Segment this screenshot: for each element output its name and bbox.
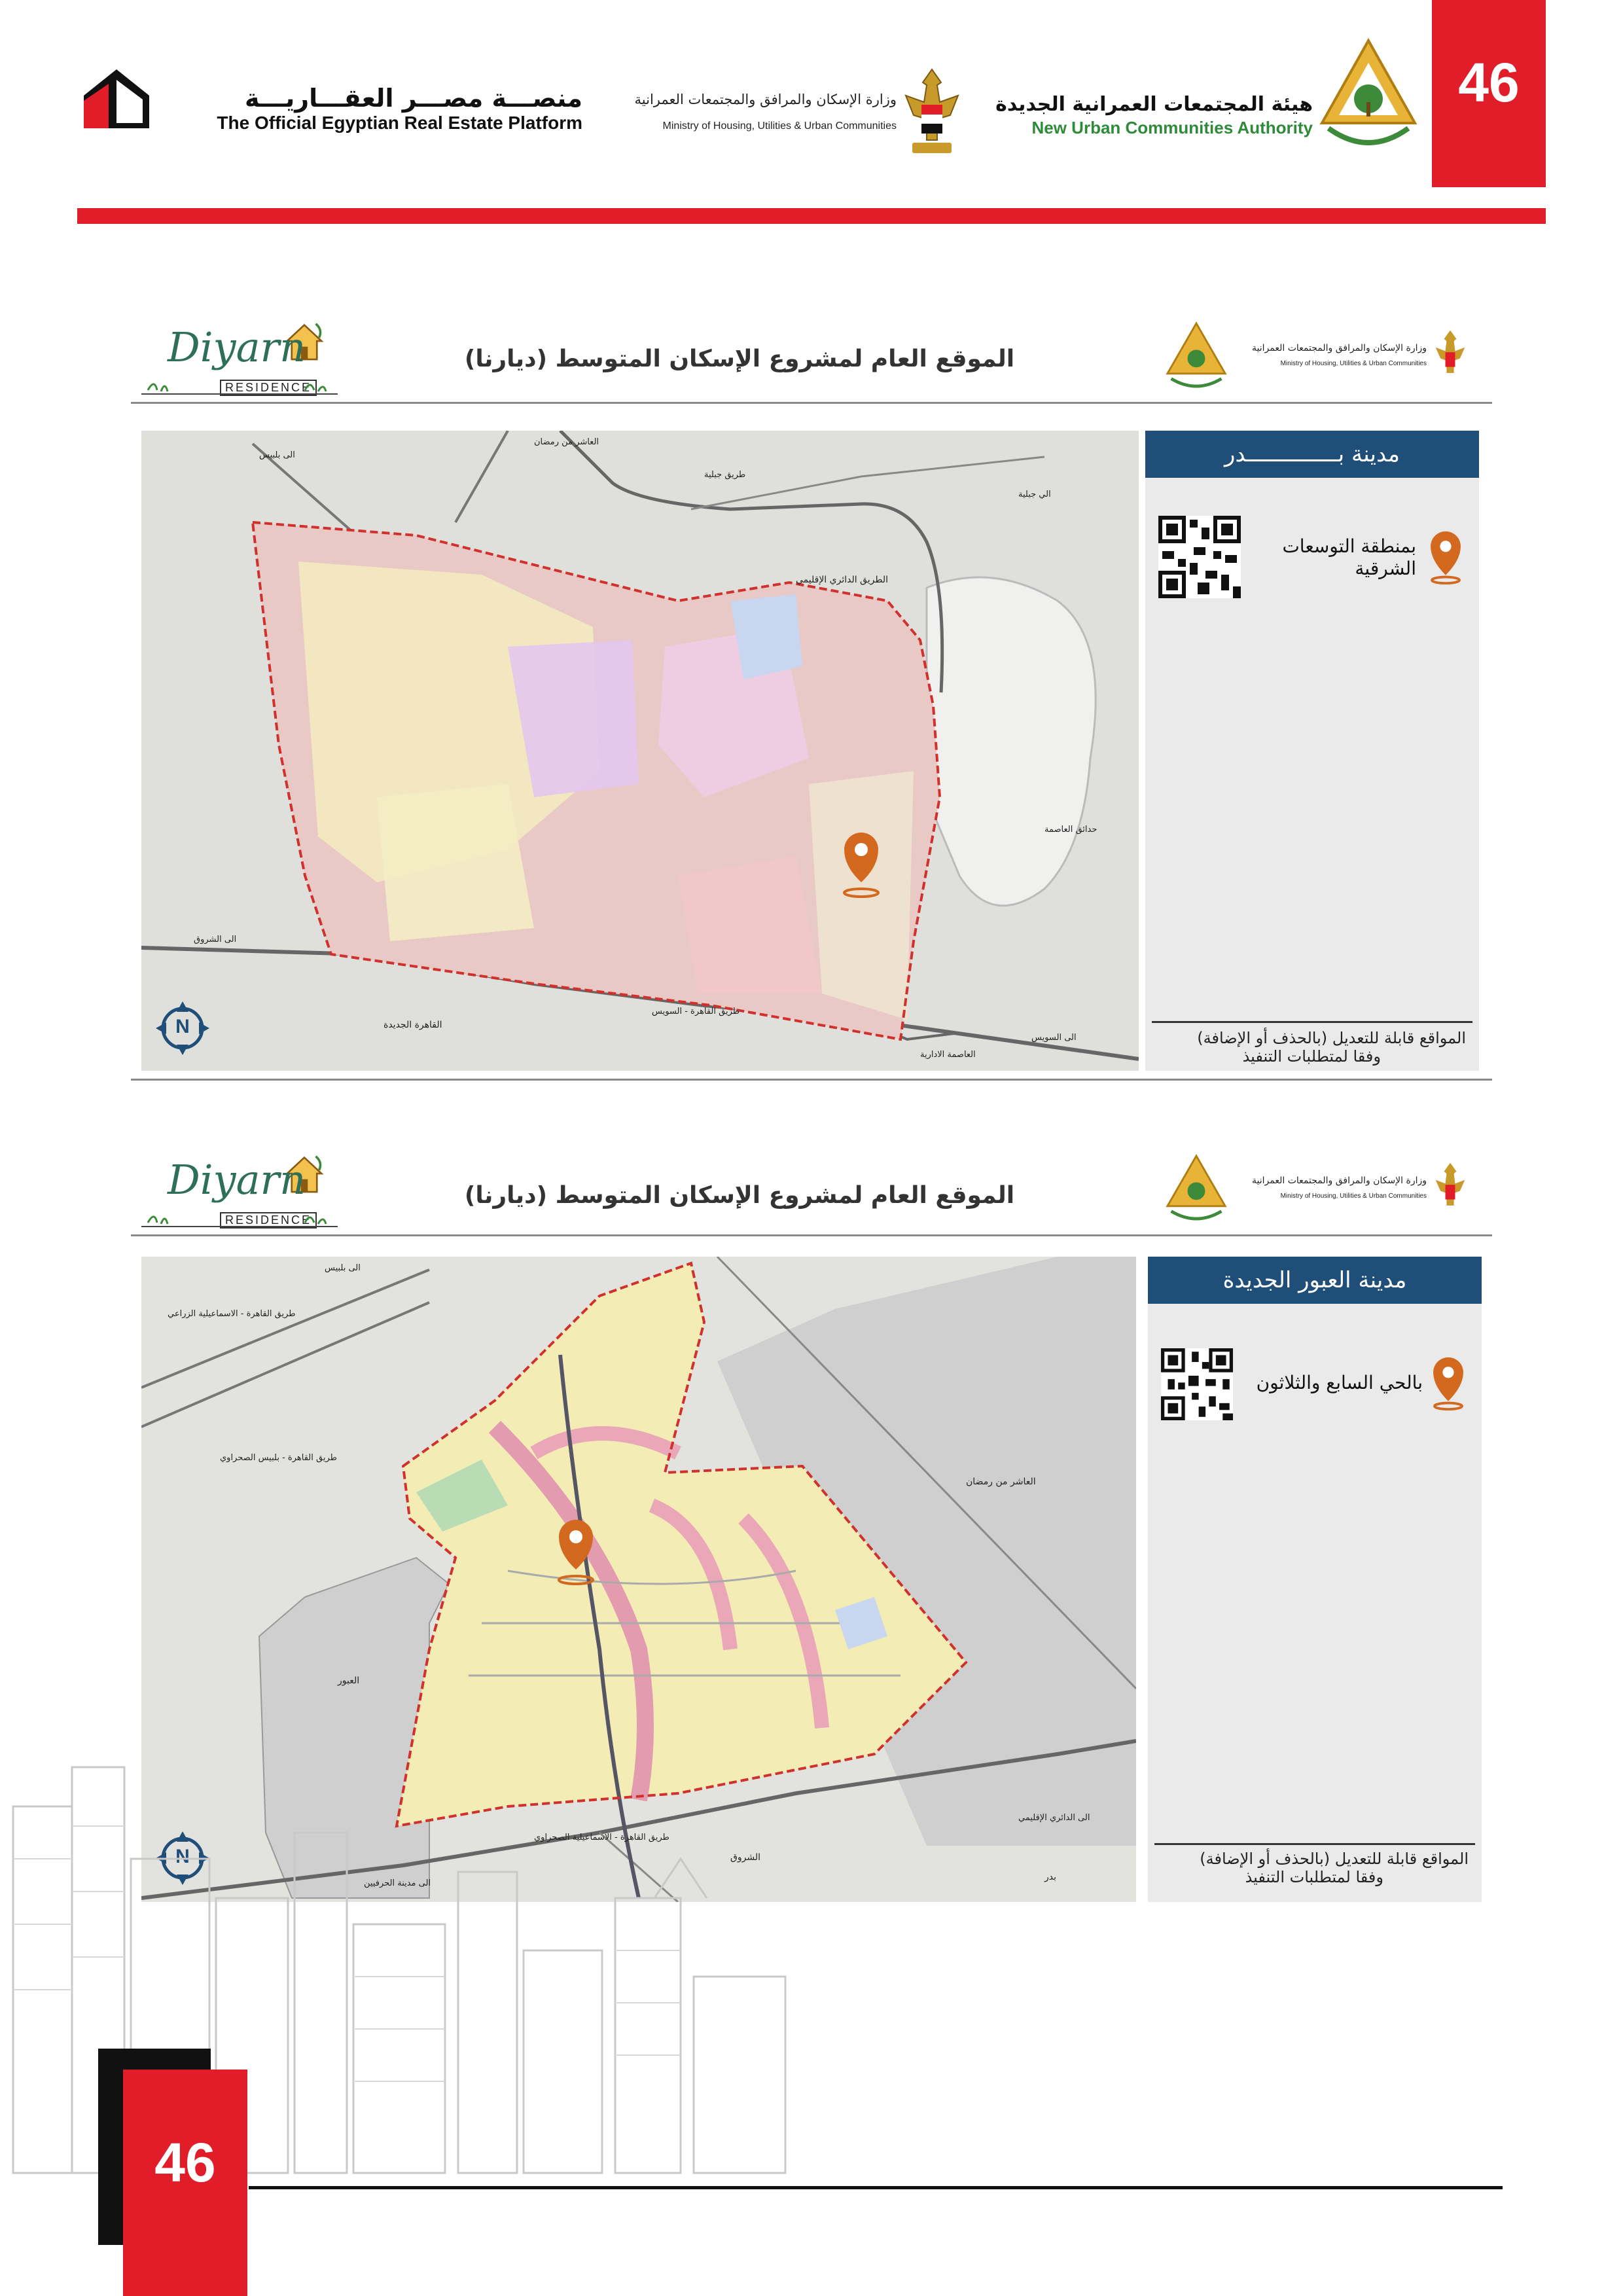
map-label-to-regional: الى الدائري الإقليمي (1018, 1813, 1090, 1823)
page-number-tab (1432, 0, 1546, 187)
city-name: مدينة بــــــــــــــدر (1145, 431, 1479, 478)
page-number: 46 (1458, 52, 1520, 113)
brand-tagline: RESIDENCE (220, 380, 317, 396)
map-label-ismailia-desert: طريق القاهرة - الاسماعيلية الصحراوي (534, 1833, 669, 1842)
panel-logos (1165, 1152, 1472, 1230)
map-label-shorouk: الشروق (730, 1852, 760, 1863)
map-label-belbeis: الى بلبيس (259, 450, 295, 460)
ministry-small-ar: وزارة الإسكان والمرافق والمجتمعات العمرانية (1252, 1175, 1427, 1186)
brand-tagline: RESIDENCE (220, 1212, 317, 1229)
grass-icon (141, 377, 338, 397)
map-label-tenth: العاشر من رمضان (966, 1477, 1036, 1487)
panel-badr (131, 306, 1492, 1081)
platform-logo (77, 63, 156, 135)
brand-name: Diyarn (168, 323, 306, 371)
map-label-admin-capital: العاصمة الادارية (920, 1050, 976, 1060)
note-line-1: المواقع قابلة للتعديل (بالحذف أو الإضافة) (1197, 1029, 1466, 1047)
map-label-to-gebeleya: الي جبلية (1018, 490, 1051, 499)
nuca-small-logo (1165, 319, 1228, 391)
badr-map-graphic (141, 431, 1139, 1071)
compass-icon (154, 1000, 211, 1056)
egypt-eagle-small (1432, 326, 1469, 382)
egypt-eagle-emblem (898, 63, 966, 161)
note-line-2: وفقا لمتطلبات التنفيذ (1245, 1868, 1383, 1886)
badr-info-panel (1145, 431, 1479, 1071)
note-rule (1154, 1843, 1475, 1845)
footer-page-number-tab (123, 2070, 247, 2296)
diyarn-logo (141, 1144, 351, 1234)
map-label-tenth: العاشر من رمضان (534, 437, 599, 447)
qr-code-icon[interactable] (1158, 516, 1241, 598)
map-label-to-shorouk: الى الشروق (194, 935, 237, 944)
map-label-obour: العبور (338, 1676, 360, 1686)
map-label-suez-road: طريق القاهرة - السويس (652, 1007, 740, 1016)
badr-map (141, 431, 1139, 1071)
platform-name-ar: منصـــة مصـــر العقـــاريـــة (244, 84, 582, 113)
location-text: بمنطقة التوسعات الشرقية (1282, 535, 1416, 579)
diyarn-logo (141, 312, 351, 402)
compass-label: N (175, 1846, 190, 1867)
authority-name-ar: هيئة المجتمعات العمرانية الجديدة (995, 93, 1313, 116)
egypt-eagle-small (1432, 1158, 1469, 1215)
map-label-ismailia-agri: طريق القاهرة - الاسماعيلية الزراعي (168, 1309, 296, 1319)
brand-name: Diyarn (168, 1156, 306, 1204)
new-obour-info-panel (1148, 1257, 1482, 1902)
qr-code-icon[interactable] (1161, 1348, 1233, 1420)
nuca-small-logo (1165, 1152, 1228, 1224)
note-rule (1152, 1021, 1472, 1023)
ministry-name-en: Ministry of Housing, Utilities & Urban Communities (662, 120, 897, 132)
compass-label: N (175, 1016, 190, 1037)
map-label-regional: الطريق الدائري الإقليمي (796, 575, 888, 585)
panel-bottom-rule (131, 1079, 1492, 1081)
map-label-to-suez: الى السويس (1031, 1033, 1077, 1043)
panel-logos (1165, 319, 1472, 398)
nuca-logo (1317, 37, 1420, 156)
map-label-gebeleya-road: طريق جبلية (704, 470, 746, 480)
footer-rule (249, 2186, 1503, 2189)
city-name: مدينة العبور الجديدة (1148, 1257, 1482, 1304)
header-divider (77, 208, 1546, 224)
ministry-small-en: Ministry of Housing, Utilities & Urban Communities (1280, 360, 1427, 367)
note-line-2: وفقا لمتطلبات التنفيذ (1242, 1047, 1381, 1066)
map-label-belbeis-desert: طريق القاهرة - بلبيس الصحراوي (220, 1453, 337, 1463)
panel-top-rule (131, 1234, 1492, 1236)
platform-name-en: The Official Egyptian Real Estate Platform (217, 113, 582, 133)
location-pin-icon (1427, 529, 1465, 585)
authority-name-en: New Urban Communities Authority (1031, 118, 1313, 137)
map-label-to-heliopolis: الى مدينة الحرفيين (364, 1878, 431, 1888)
map-label-badr: بدر (1044, 1872, 1057, 1882)
footer-page-number: 46 (154, 2132, 216, 2193)
grass-icon (141, 1210, 338, 1229)
ministry-small-en: Ministry of Housing, Utilities & Urban Communities (1280, 1193, 1427, 1200)
ministry-name-ar: وزارة الإسكان والمرافق والمجتمعات العمرانية (634, 92, 897, 107)
location-text: بالحي السابع والثلاثون (1256, 1372, 1423, 1393)
map-label-to-belbeis: الى بلبيس (325, 1263, 361, 1273)
note-line-1: المواقع قابلة للتعديل (بالحذف أو الإضافة) (1200, 1850, 1469, 1868)
map-label-capital-gardens: حدائق العاصمة (1044, 825, 1097, 834)
panel-top-rule (131, 402, 1492, 404)
panel-title: الموقع العام لمشروع الإسكان المتوسط (ديارنا) (464, 1182, 1015, 1209)
panel-title: الموقع العام لمشروع الإسكان المتوسط (ديارنا) (464, 346, 1015, 372)
location-pin-icon (1429, 1355, 1467, 1411)
map-label-new-cairo: القاهرة الجديدة (383, 1020, 442, 1030)
ministry-small-ar: وزارة الإسكان والمرافق والمجتمعات العمرانية (1252, 343, 1427, 353)
